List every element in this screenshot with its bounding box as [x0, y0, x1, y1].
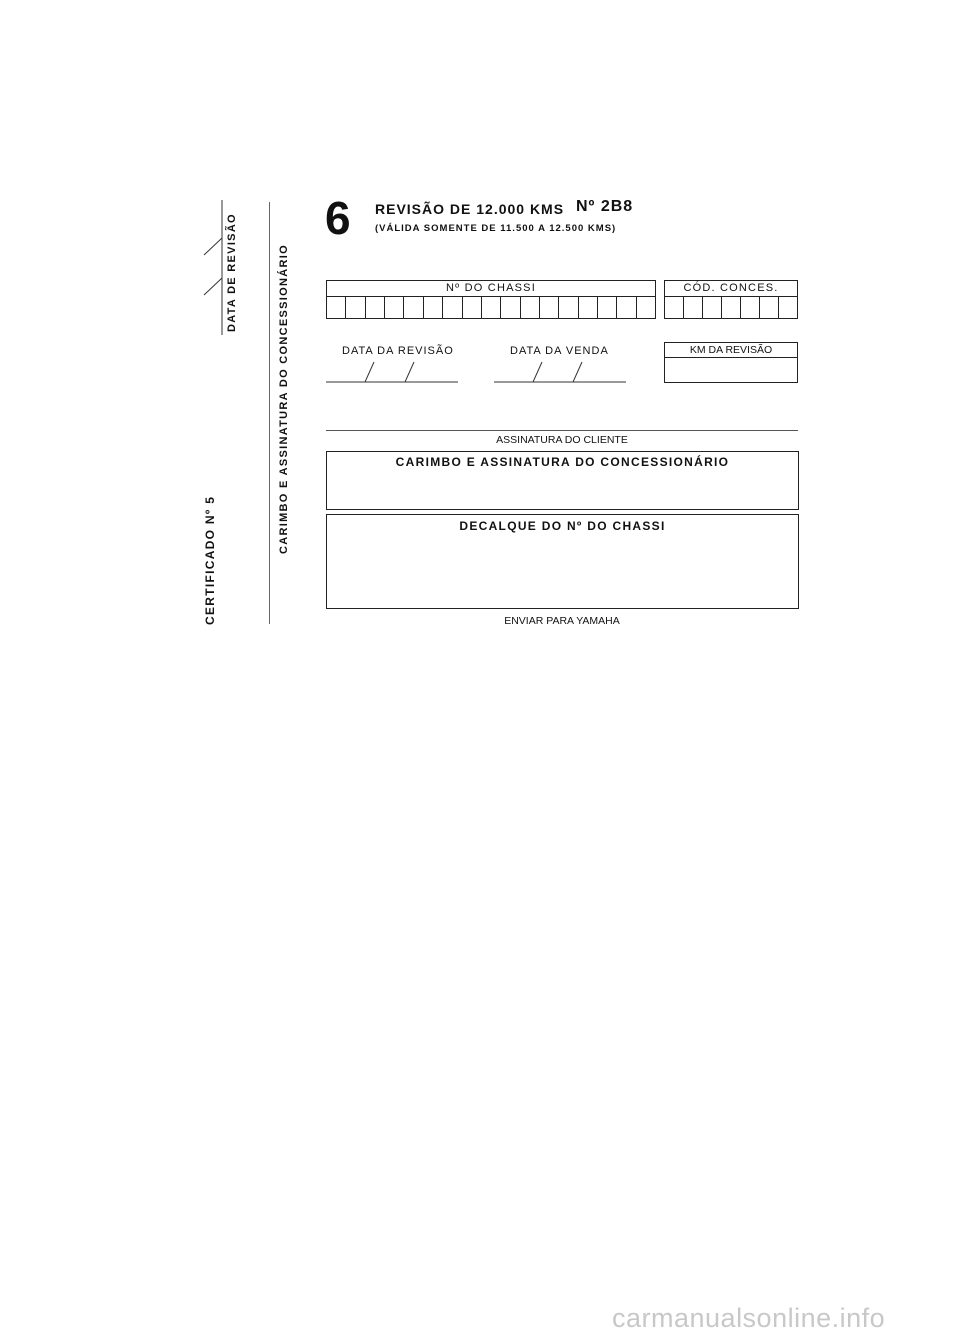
- sale-date-field[interactable]: [494, 360, 626, 384]
- chassis-digit-cell[interactable]: [559, 297, 578, 319]
- dealer-code-digit-cell[interactable]: [665, 297, 684, 319]
- km-label: KM DA REVISÃO: [665, 343, 797, 358]
- chassis-number-label: Nº DO CHASSI: [446, 282, 536, 294]
- stub-stamp-label: CARIMBO E ASSINATURA DO CONCESSIONÁRIO: [278, 244, 290, 554]
- chassis-digit-cell[interactable]: [327, 297, 346, 319]
- sale-date-label: DATA DA VENDA: [510, 345, 609, 357]
- chassis-digit-cell[interactable]: [482, 297, 501, 319]
- chassis-digit-cell[interactable]: [501, 297, 520, 319]
- dealer-code-digit-cell[interactable]: [684, 297, 703, 319]
- chassis-digit-cell[interactable]: [366, 297, 385, 319]
- chassis-number-field[interactable]: [326, 280, 656, 319]
- dealer-code-digit-cell[interactable]: [760, 297, 779, 319]
- revision-validity: (VÁLIDA SOMENTE DE 11.500 A 12.500 KMS): [375, 223, 617, 234]
- chassis-decal-box[interactable]: [326, 514, 799, 609]
- dealer-code-field[interactable]: [664, 280, 798, 319]
- revision-code: Nº 2B8: [576, 198, 634, 215]
- certificate-number-label: CERTIFICADO Nº 5: [203, 495, 217, 625]
- send-to-label: ENVIAR PARA YAMAHA: [504, 615, 620, 627]
- dealer-code-label: CÓD. CONCES.: [683, 282, 779, 294]
- chassis-digit-cell[interactable]: [424, 297, 443, 319]
- chassis-digit-cell[interactable]: [598, 297, 617, 319]
- dealer-code-digit-cell[interactable]: [741, 297, 760, 319]
- chassis-digit-cell[interactable]: [521, 297, 540, 319]
- km-field[interactable]: [664, 342, 798, 383]
- chassis-digit-cell[interactable]: [463, 297, 482, 319]
- revision-number: 6: [325, 192, 351, 244]
- chassis-digit-cell[interactable]: [540, 297, 559, 319]
- review-date-field[interactable]: [326, 360, 458, 384]
- chassis-digit-cell[interactable]: [404, 297, 423, 319]
- stub-divider-line: [269, 202, 270, 624]
- watermark: carmanualsonline.info: [612, 1303, 886, 1333]
- chassis-decal-label: DECALQUE DO Nº DO CHASSI: [459, 519, 666, 533]
- dealer-code-digit-cell[interactable]: [703, 297, 722, 319]
- stub-date-label: DATA DE REVISÃO: [226, 213, 238, 332]
- revision-title: REVISÃO DE 12.000 KMS: [375, 201, 565, 217]
- chassis-digit-cell[interactable]: [617, 297, 636, 319]
- chassis-digit-cell[interactable]: [637, 297, 655, 319]
- customer-signature-label: ASSINATURA DO CLIENTE: [496, 434, 628, 446]
- customer-signature-line[interactable]: [326, 430, 798, 431]
- chassis-digit-cell[interactable]: [385, 297, 404, 319]
- chassis-digit-cell[interactable]: [443, 297, 462, 319]
- dealer-code-cells: [665, 296, 797, 319]
- chassis-digit-cell[interactable]: [346, 297, 365, 319]
- review-date-label: DATA DA REVISÃO: [342, 345, 454, 357]
- dealer-code-digit-cell[interactable]: [779, 297, 797, 319]
- dealer-stamp-box[interactable]: [326, 451, 799, 510]
- dealer-stamp-label: CARIMBO E ASSINATURA DO CONCESSIONÁRIO: [395, 455, 730, 469]
- chassis-digit-cell[interactable]: [579, 297, 598, 319]
- dealer-code-digit-cell[interactable]: [722, 297, 741, 319]
- chassis-number-cells: [327, 296, 655, 319]
